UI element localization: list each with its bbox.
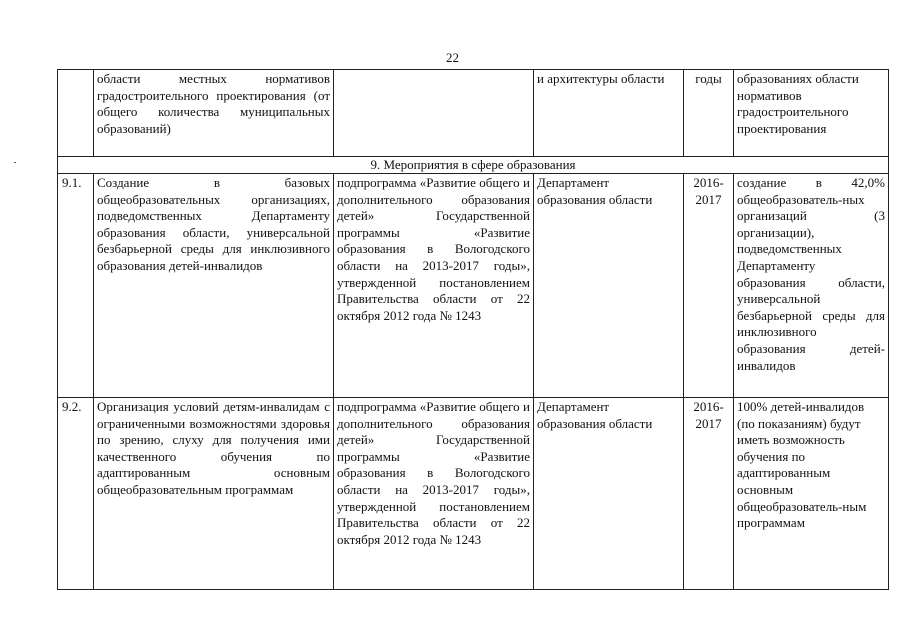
cell-executor: и архитектуры области <box>534 70 684 157</box>
row-name: Создание в базовых общеобразовательных организациях, подведомственных Департаменту образования области, универсальной безбарьерной среды для инклюзивного образования детей-инвалидов <box>94 174 334 398</box>
scan-mark <box>14 162 16 163</box>
cell-result: образованиях области нормативов градостроительного проектирования <box>734 70 889 157</box>
measures-table <box>57 69 889 590</box>
row-term: 2016-2017 <box>684 174 734 398</box>
table-row-continued <box>58 70 889 157</box>
row-executor: Департамент образования области <box>534 174 684 398</box>
row-program: подпрограмма «Развитие общего и дополнительного образования детей» Государственной программы «Развитие образования в Вологодского области на 2013-2017 годы», утвержденной постановлением Правительства области от 22 октября 2012 года № 1243 <box>334 398 534 590</box>
row-result: 100% детей-инвалидов (по показаниям) будут иметь возможность обучения по адаптированным основным общеобразователь-ным программам <box>734 398 889 590</box>
section-title: 9. Мероприятия в сфере образования <box>58 157 889 174</box>
cell-program <box>334 70 534 157</box>
cell-term: годы <box>684 70 734 157</box>
row-term: 2016-2017 <box>684 398 734 590</box>
row-number: 9.2. <box>58 398 94 590</box>
table-row <box>58 174 889 398</box>
row-name: Организация условий детям-инвалидам с ограниченными возможностями здоровья по зрению, слуху для получения ими качественного обучения по адаптированным основным общеобразовательным программам <box>94 398 334 590</box>
row-program: подпрограмма «Развитие общего и дополнительного образования детей» Государственной программы «Развитие образования в Вологодского области на 2013-2017 годы», утвержденной постановлением Правительства области от 22 октября 2012 года № 1243 <box>334 174 534 398</box>
section-row <box>58 157 889 174</box>
row-number: 9.1. <box>58 174 94 398</box>
cell-name: области местных нормативов градостроительного проектирования (от общего количества муниципальных образований) <box>94 70 334 157</box>
row-executor: Департамент образования области <box>534 398 684 590</box>
cell-number <box>58 70 94 157</box>
row-result: создание в 42,0% общеобразователь-ных организаций (3 организации), подведомственных Департаменту образования области, универсальной безбарьерной среды для инклюзивного образования детей-инвалидов <box>734 174 889 398</box>
page-number: 22 <box>446 50 459 65</box>
table-row <box>58 398 889 590</box>
